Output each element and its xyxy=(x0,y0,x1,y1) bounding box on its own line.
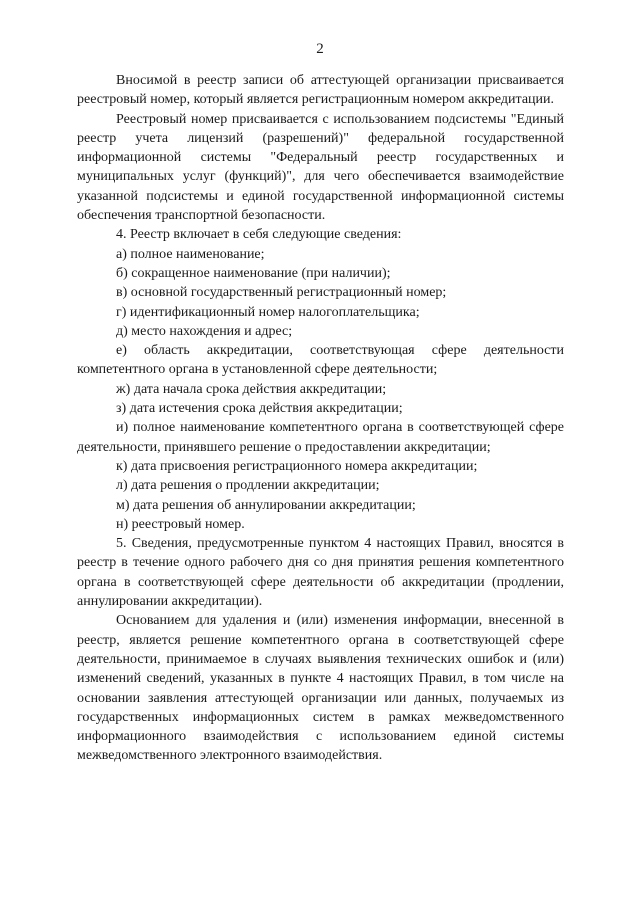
document-body xyxy=(77,71,564,766)
list-item-v: в) основной государственный регистрационный номер; xyxy=(116,285,447,301)
list-item-zh: ж) дата начала срока действия аккредитации; xyxy=(116,381,387,397)
list-item-l: л) дата решения о продлении аккредитации; xyxy=(116,478,380,494)
list-item-m: м) дата решения об аннулировании аккредитации; xyxy=(116,497,416,513)
paragraph-registry-number-assignment: Вносимой в реестр записи об аттестующей организации присваивается реестровый номер, который является регистрационным номером аккредитации. xyxy=(77,73,564,108)
list-item-d: д) место нахождения и адрес; xyxy=(116,323,293,339)
list-item-z: з) дата истечения срока действия аккредитации; xyxy=(116,401,403,417)
list-item-i: и) полное наименование компетентного органа в соответствующей сфере деятельности, принявшего решение о предоставлении аккредитации; xyxy=(77,420,564,455)
page-number: 2 xyxy=(316,41,324,57)
paragraph-registry-subsystem: Реестровый номер присваивается с использованием подсистемы "Единый реестр учета лицензий (разрешений)" федеральной государственной информационной системы "Федеральный реестр государственных и муниципальных услуг (функций)", для чего обеспечивается взаимодействие указанной подсистемы и единой государственной информационной системы обеспечения транспортной безопасности. xyxy=(77,111,564,224)
list-item-n: н) реестровый номер. xyxy=(116,516,245,532)
list-item-e: е) область аккредитации, соответствующая сфере деятельности компетентного органа в установленной сфере деятельности; xyxy=(77,343,564,378)
list-item-g: г) идентификационный номер налогоплательщика; xyxy=(116,304,420,320)
paragraph-section-4-heading: 4. Реестр включает в себя следующие сведения: xyxy=(116,227,402,243)
paragraph-grounds-for-changes: Основанием для удаления и (или) изменения информации, внесенной в реестр, является решение компетентного органа в соответствующей сфере деятельности, принимаемое в случаях выявления технических ошибок и (или) изменений сведений, указанных в пункте 4 настоящих Правил, в том числе на основании заявления аттестующей организации или данных, получаемых из государственных информационных систем в рамках межведомственного информационного взаимодействия с использованием единой системы межведомственного электронного взаимодействия. xyxy=(77,613,564,764)
list-item-a: а) полное наименование; xyxy=(116,246,265,262)
list-item-k: к) дата присвоения регистрационного номера аккредитации; xyxy=(116,458,478,474)
paragraph-section-5: 5. Сведения, предусмотренные пунктом 4 настоящих Правил, вносятся в реестр в течение одного рабочего дня со дня принятия решения компетентного органа в соответствующей сфере деятельности об аккредитации (продлении, аннулировании аккредитации). xyxy=(77,536,564,610)
list-item-b: б) сокращенное наименование (при наличии); xyxy=(116,265,391,281)
